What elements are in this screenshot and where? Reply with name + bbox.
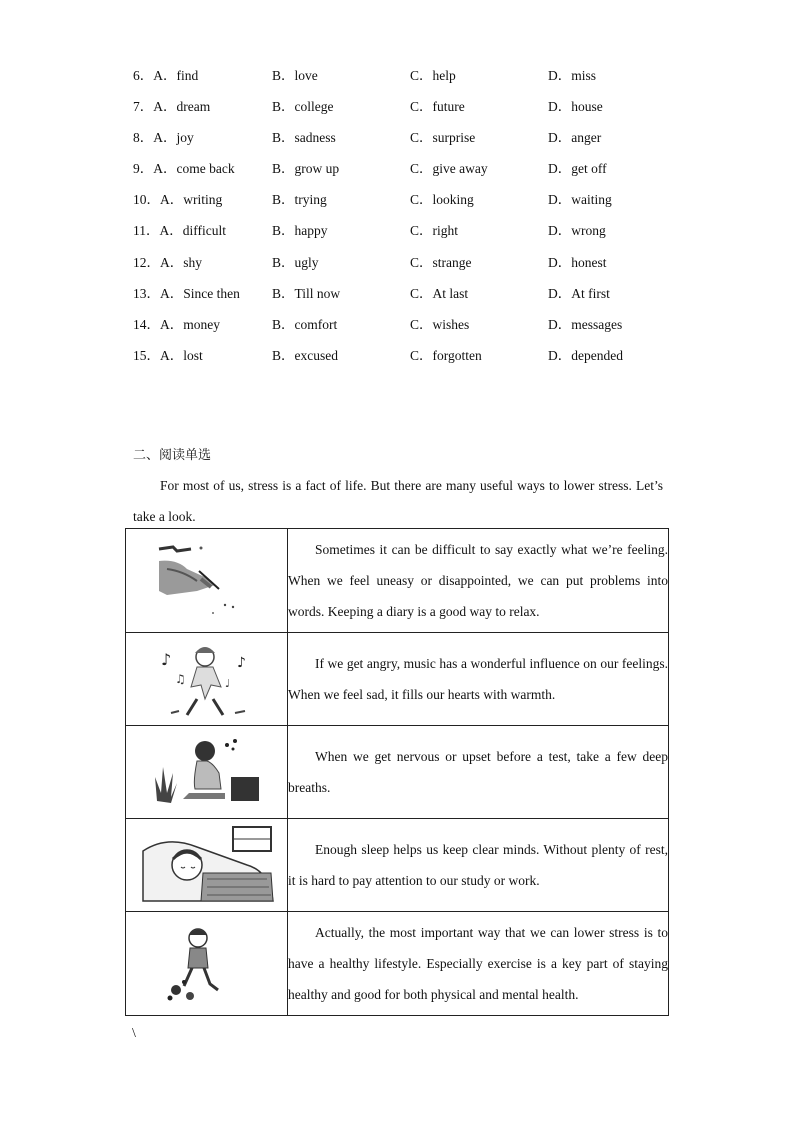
- intro-paragraph: [133, 470, 663, 532]
- table-row: [126, 529, 669, 633]
- option-c: C．strange: [410, 254, 472, 270]
- option-c: C．surprise: [410, 130, 476, 146]
- option-d: D．get off: [548, 161, 607, 177]
- exercise-boy-illustration: [162, 924, 252, 1004]
- option-b: B．love: [272, 68, 318, 83]
- tip-text-content: Enough sleep helps us keep clear minds. Without plenty of rest, it is hard to pay attention to our study or work.: [288, 842, 668, 888]
- option-row-8: [133, 126, 693, 157]
- option-b: B．comfort: [272, 316, 338, 332]
- tip-text-content: Actually, the most important way that we can lower stress is to have a healthy lifestyle. Especially exercise is a key part of staying healthy and good for both physical and mental health.: [288, 925, 668, 1002]
- option-d: D．waiting: [548, 192, 612, 208]
- svg-text:♪: ♪: [236, 655, 246, 671]
- svg-text:♪: ♪: [160, 650, 171, 669]
- option-d: D．honest: [548, 254, 607, 270]
- tip-picture-cell: [126, 726, 288, 819]
- svg-text:♫: ♫: [174, 672, 186, 686]
- option-row-13: [133, 282, 693, 313]
- option-b: B．sadness: [272, 130, 336, 146]
- option-d: D．house: [548, 99, 603, 115]
- svg-text:♩: ♩: [224, 677, 230, 690]
- intro-text: For most of us, stress is a fact of life. But there are many useful ways to lower stress. Let’s take a look.: [133, 478, 663, 524]
- option-b: B．grow up: [272, 161, 340, 177]
- tip-text: [288, 912, 669, 1016]
- option-c: C．At last: [410, 285, 469, 301]
- option-b: B．ugly: [272, 254, 319, 270]
- table-row: [126, 912, 669, 1016]
- option-row-6: [133, 64, 693, 95]
- option-a: 12．A．shy: [133, 254, 203, 270]
- tip-text-content: Sometimes it can be difficult to say exactly what we’re feeling. When we feel uneasy or disappointed, we can put problems into words. Keeping a diary is a good way to relax.: [288, 542, 668, 619]
- option-b: B．Till now: [272, 285, 341, 301]
- tip-picture-cell: [126, 633, 288, 726]
- option-a: 13．A．Since then: [133, 285, 240, 301]
- option-d: D．miss: [548, 68, 597, 83]
- option-row-12: [133, 251, 693, 282]
- table-row: [126, 633, 669, 726]
- option-d: D．anger: [548, 130, 602, 146]
- tip-text: [288, 529, 669, 633]
- stray-mark: \: [132, 1026, 136, 1041]
- deep-breath-illustration: [147, 737, 267, 807]
- option-row-11: [133, 219, 693, 250]
- option-a: 8．A．joy: [133, 130, 194, 146]
- option-a: 15．A．lost: [133, 347, 203, 363]
- option-c: C．right: [410, 223, 459, 239]
- table-row: [126, 819, 669, 912]
- option-row-14: [133, 313, 693, 344]
- tip-text-content: If we get angry, music has a wonderful influence on our feelings. When we feel sad, it fills our hearts with warmth.: [288, 656, 668, 702]
- option-row-7: [133, 95, 693, 126]
- option-c: C．help: [410, 68, 456, 83]
- option-row-15: [133, 344, 693, 375]
- option-a: 14．A．money: [133, 316, 220, 332]
- option-row-9: [133, 157, 693, 188]
- option-a: 6．A．find: [133, 68, 199, 83]
- option-c: C．future: [410, 99, 465, 115]
- table-row: [126, 726, 669, 819]
- tip-text: [288, 819, 669, 912]
- tip-picture-cell: [126, 529, 288, 633]
- option-d: D．messages: [548, 316, 623, 332]
- option-a: 10．A．writing: [133, 192, 223, 208]
- option-d: D．At first: [548, 285, 610, 301]
- answer-options: [133, 64, 693, 375]
- sleeping-boy-illustration: [137, 825, 277, 905]
- music-girl-illustration: [157, 639, 257, 719]
- option-d: D．wrong: [548, 223, 606, 239]
- tip-text: [288, 726, 669, 819]
- option-c: C．wishes: [410, 316, 470, 332]
- diary-writing-illustration: [157, 541, 257, 621]
- section-title: 二、阅读单选: [133, 448, 212, 463]
- tip-text: [288, 633, 669, 726]
- option-row-10: [133, 188, 693, 219]
- option-c: C．forgotten: [410, 347, 482, 363]
- option-a: 11．A．difficult: [133, 223, 226, 239]
- option-b: B．college: [272, 99, 334, 115]
- option-b: B．excused: [272, 347, 338, 363]
- option-c: C．give away: [410, 161, 488, 177]
- tip-picture-cell: [126, 819, 288, 912]
- option-b: B．trying: [272, 192, 327, 208]
- option-a: 9．A．come back: [133, 161, 235, 177]
- option-d: D．depended: [548, 347, 623, 363]
- tip-text-content: When we get nervous or upset before a test, take a few deep breaths.: [288, 749, 668, 795]
- option-b: B．happy: [272, 223, 328, 239]
- option-c: C．looking: [410, 192, 474, 208]
- option-a: 7．A．dream: [133, 99, 211, 115]
- tips-table: [125, 528, 669, 1016]
- tip-picture-cell: [126, 912, 288, 1016]
